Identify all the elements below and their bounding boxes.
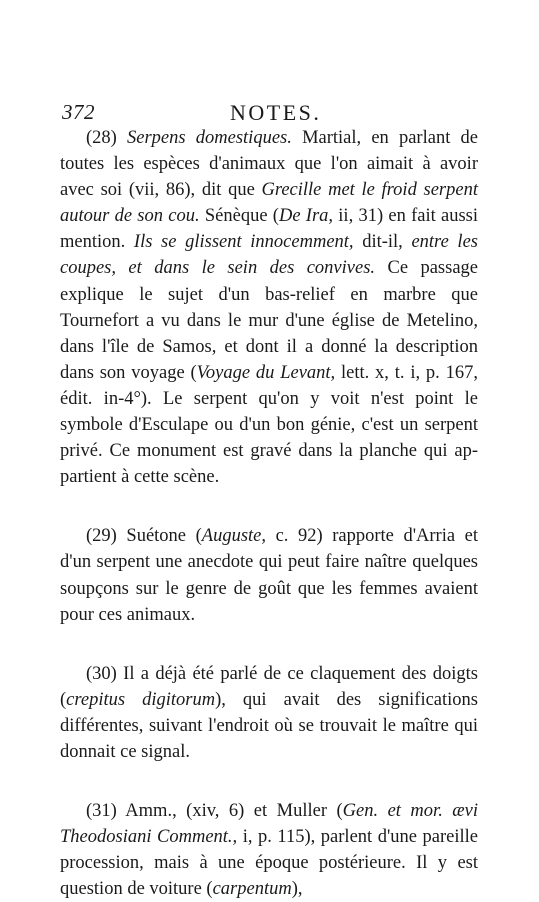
note-segment: ), qui avait des significations différentes, suivant l'endroit où se trouvait le maître qui donnait ce signal.: [60, 689, 478, 762]
note-segment: lett. x, t. i, p. 167, édit. in-4°). Le serpent qu'on y voit n'est point le symbole d'Esculape ou d'un bon génie, c'est un serpent privé. Ce monument est gravé dans la planche qui appartient à cette scène.: [60, 362, 478, 488]
note-segment-italic: carpentum: [212, 879, 292, 900]
note-segment: Martial, en parlant de toutes les espèces d'animaux que l'on aimait à avoir avec soi (vii, 86), dit que: [60, 128, 478, 201]
note-segment: Il a déjà été parlé de ce claquement des doigts (: [60, 663, 478, 710]
page-header: [62, 100, 482, 128]
note-segment: Amm., (xiv, 6) et Muller (: [116, 801, 343, 822]
note-segment-italic: Voyage du Levant,: [196, 362, 336, 383]
note-segment-italic: De Ira,: [278, 206, 334, 227]
note-number: (29): [86, 526, 117, 547]
note-segment: Sénèque (: [199, 206, 279, 227]
note-segment: Suétone (: [116, 526, 202, 547]
note-31: [60, 798, 478, 902]
notes-text: [60, 125, 478, 902]
note-segment: c. 92) rapporte d'Arria et d'un serpent une anecdote qui peut faire naître quelques soupçons sur le genre de goût que les femmes avaient pour ces animaux.: [60, 526, 478, 625]
note-segment: ii, 31) en fait aussi mention.: [60, 206, 478, 253]
note-segment-italic: Auguste,: [201, 526, 266, 547]
note-segment-italic: Gen. et mor. ævi Theodosiani Comment.,: [60, 801, 479, 848]
note-segment-italic: Serpens domestiques.: [127, 128, 292, 148]
note-29: [60, 523, 478, 627]
note-30: [60, 661, 478, 765]
running-head: NOTES.: [230, 100, 322, 125]
note-segment-italic: entre les coupes, et dans le sein des convives.: [60, 232, 478, 279]
note-number: (28): [86, 128, 117, 148]
note-28: [60, 125, 478, 490]
note-segment-italic: Grecille met le froid serpent autour de son cou.: [60, 180, 478, 227]
note-segment: Ce passage explique le sujet d'un bas-relief en marbre que Tournefort a vu dans le mur d'une église de Metelino, dans l'île de Samos, et dont il a donné la description dans son voyage (: [60, 258, 479, 383]
note-segment: i, p. 115), parlent d'une pareille procession, mais à une époque postérieure. Il y est question de voiture (: [60, 827, 478, 900]
note-number: (31): [86, 801, 117, 822]
note-segment: ),: [291, 879, 303, 900]
note-segment-italic: Ils se glissent innocemment,: [133, 232, 354, 253]
note-segment: [117, 128, 127, 148]
note-number: (30): [86, 663, 117, 684]
page-number: 372: [62, 100, 95, 124]
note-segment-italic: crepitus digitorum: [66, 689, 216, 710]
note-segment: dit-il,: [353, 232, 412, 253]
